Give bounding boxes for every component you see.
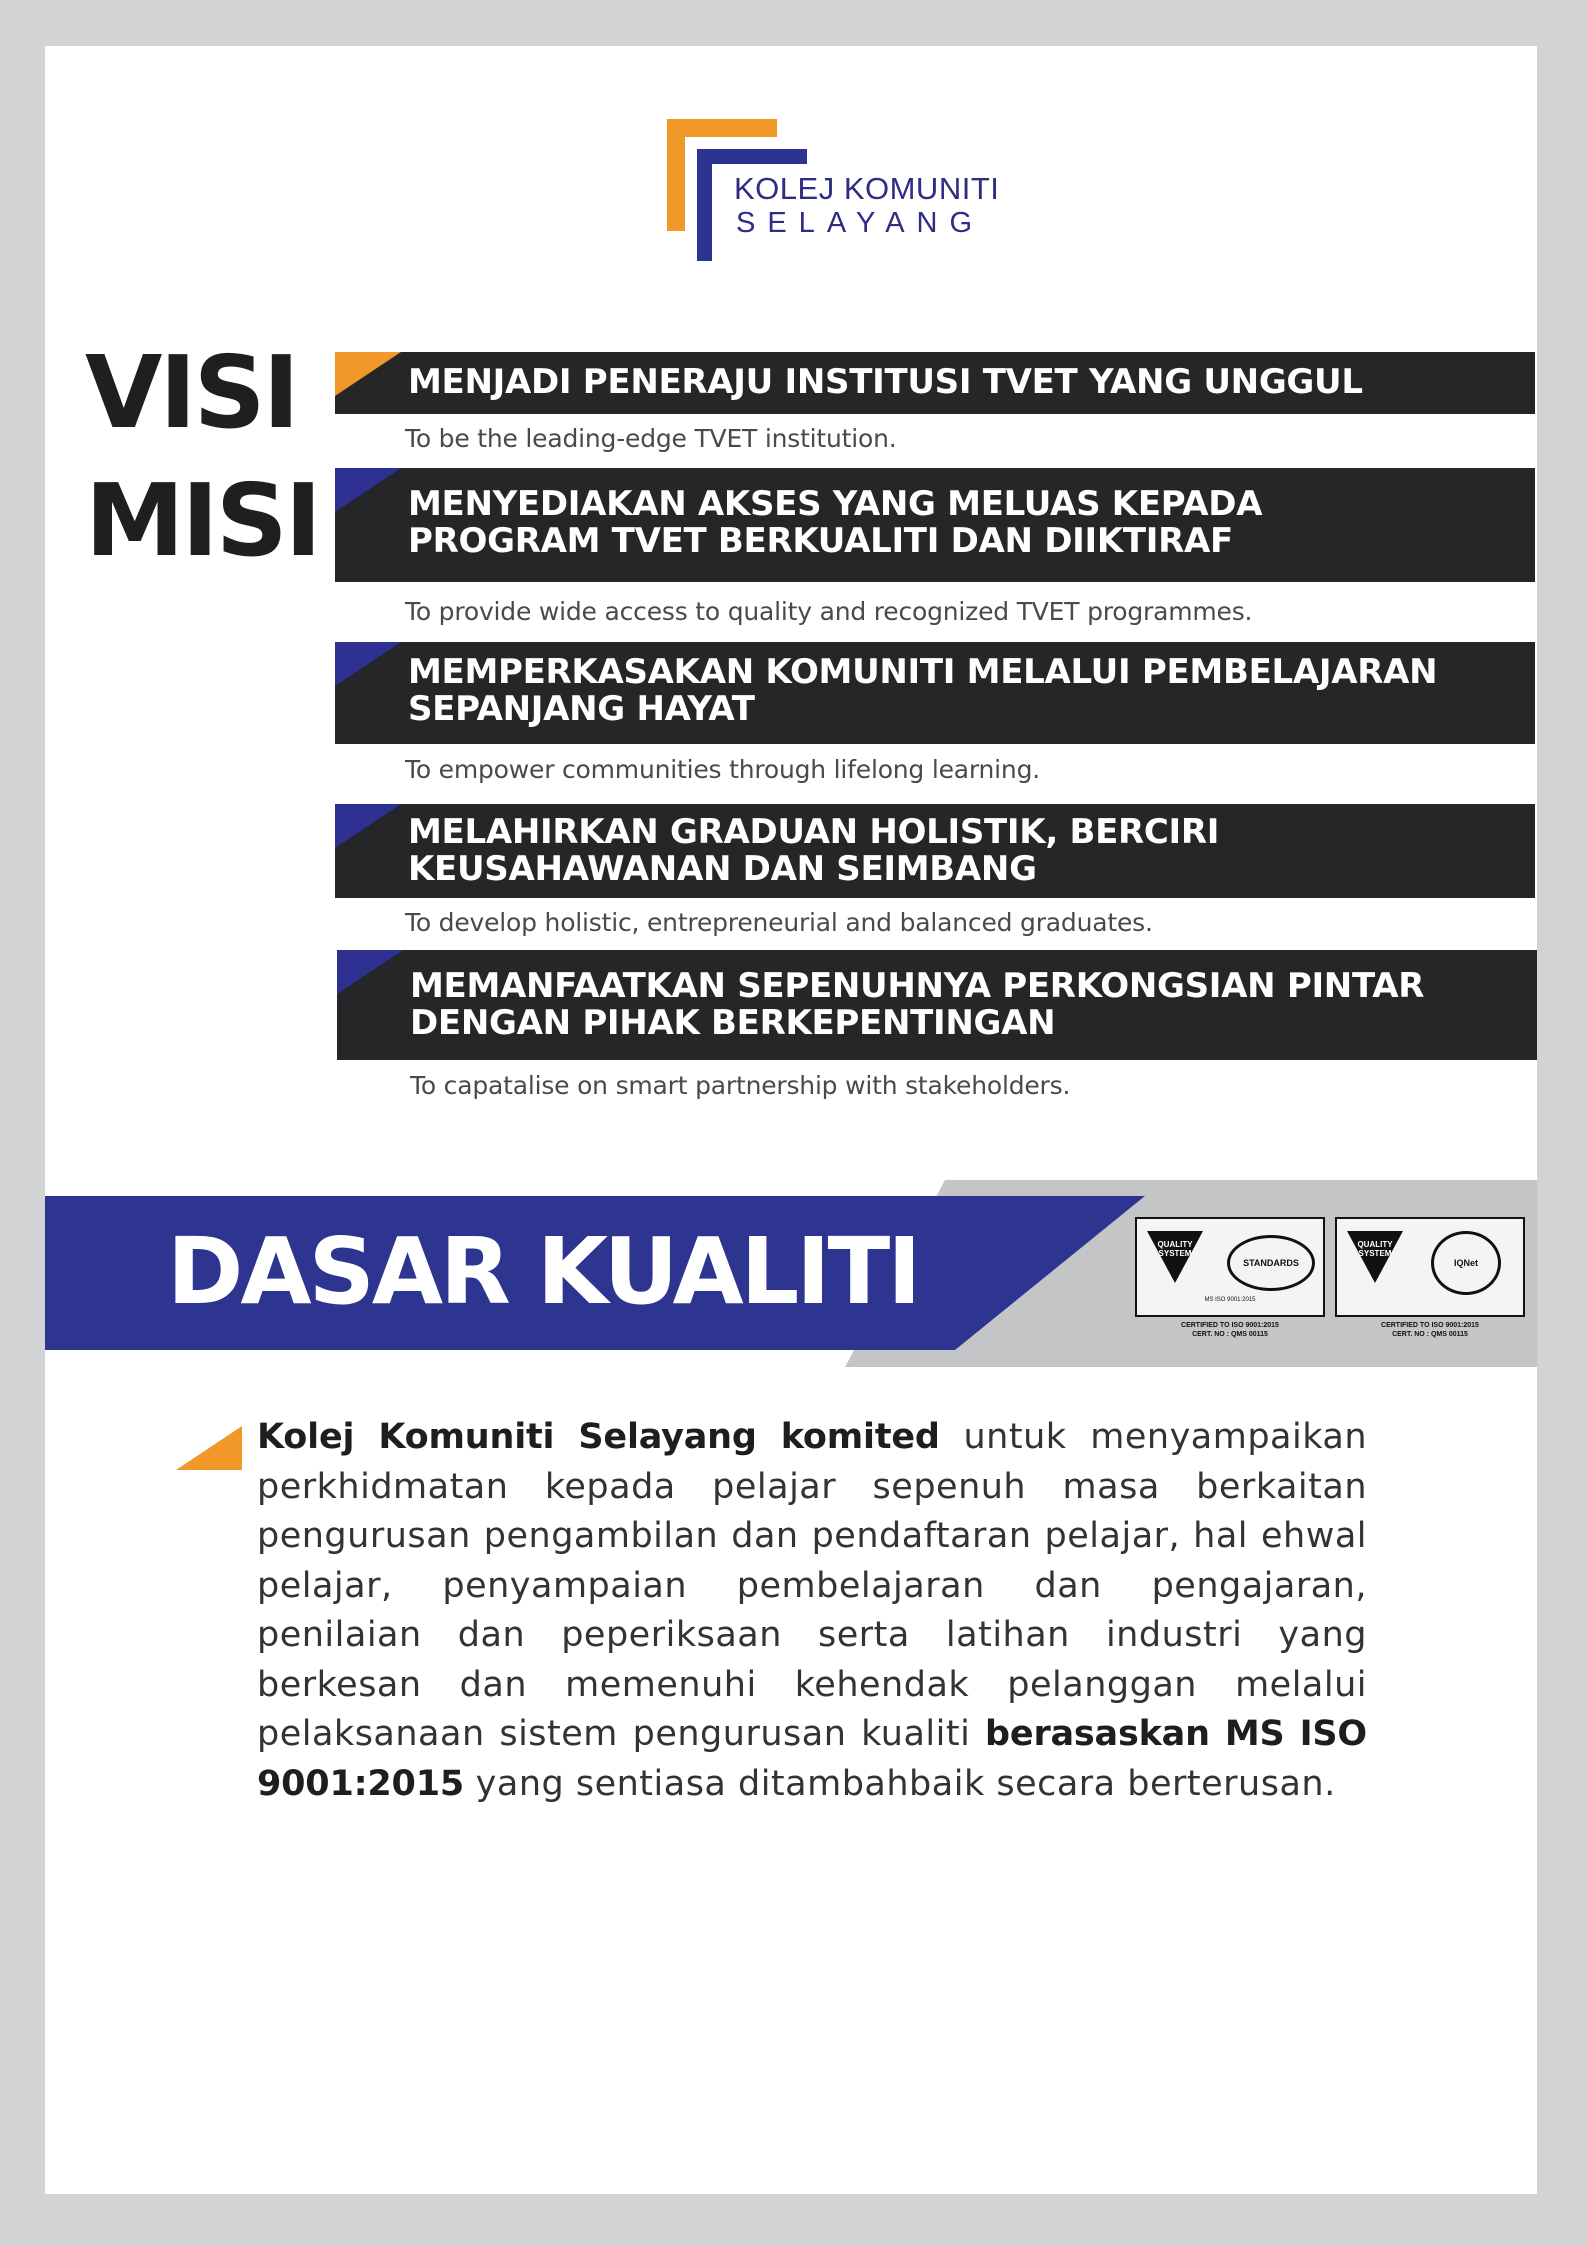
policy-text-end: yang sentiasa ditambahbaik secara berterusan. <box>464 1763 1336 1804</box>
certification-badge-iqnet <box>1335 1217 1525 1317</box>
visi-bar <box>335 352 1535 414</box>
misi-bar-1 <box>335 468 1535 582</box>
misi-bar-2 <box>335 642 1535 744</box>
standards-malaysia-logo: STANDARDS <box>1227 1235 1315 1291</box>
policy-bold-start: Kolej Komuniti Selayang komited <box>257 1417 940 1457</box>
visi-heading: VISI <box>85 334 297 451</box>
misi-subtitle-2: To empower communities through lifelong learning. <box>405 755 1040 784</box>
misi-title-3: MELAHIRKAN GRADUAN HOLISTIK, BERCIRI KEUSAHAWANAN DAN SEIMBANG <box>408 812 1220 889</box>
cert-footer-1: CERTIFIED TO ISO 9001:2015 CERT. NO : QMS 00115 <box>1181 1322 1279 1338</box>
misi-subtitle-3: To develop holistic, entrepreneurial and balanced graduates. <box>405 908 1153 937</box>
blue-triangle-icon <box>335 468 401 512</box>
policy-text-middle: untuk menyampaikan perkhidmatan kepada pelajar sepenuh masa berkaitan pengurusan pengambilan dan pendaftaran pelajar, hal ehwal pelajar, penyampaian pembelajaran dan pengajaran, penilaian dan peperiksaan serta latihan industri yang berkesan dan memenuhi kehendak pelanggan melalui pelaksanaan sistem pengurusan kualiti <box>257 1417 1368 1754</box>
quality-policy-paragraph <box>257 1413 1367 1809</box>
document-page <box>45 46 1537 2194</box>
certification-badge-sirim <box>1135 1217 1325 1317</box>
policy-bold-standard: berasaskan MS ISO 9001:2015 <box>257 1714 1367 1804</box>
logo-text-line2: SELAYANG <box>736 207 985 239</box>
quality-system-label: QUALITY SYSTEM <box>1157 1240 1193 1258</box>
misi-subtitle-4: To capatalise on smart partnership with stakeholders. <box>410 1071 1071 1100</box>
misi-title-4: MEMANFAATKAN SEPENUHNYA PERKONGSIAN PINTAR DENGAN PIHAK BERKEPENTINGAN <box>410 966 1425 1043</box>
cert-caption: MS ISO 9001:2015 <box>1204 1297 1256 1303</box>
blue-triangle-icon <box>337 950 403 994</box>
college-logo <box>667 119 1067 259</box>
dasar-kualiti-title: DASAR KUALITI <box>167 1218 919 1325</box>
blue-triangle-icon <box>335 804 401 848</box>
misi-title-2: MEMPERKASAKAN KOMUNITI MELALUI PEMBELAJARAN SEPANJANG HAYAT <box>408 652 1438 729</box>
blue-triangle-icon <box>335 642 401 686</box>
visi-subtitle: To be the leading-edge TVET institution. <box>405 424 897 453</box>
orange-triangle-icon <box>176 1426 242 1470</box>
misi-bar-3 <box>335 804 1535 898</box>
cert-footer-2: CERTIFIED TO ISO 9001:2015 CERT. NO : QMS 00115 <box>1381 1322 1479 1338</box>
misi-bar-4 <box>337 950 1537 1060</box>
iqnet-logo: IQNet <box>1431 1231 1501 1295</box>
orange-triangle-icon <box>335 352 401 396</box>
misi-heading: MISI <box>85 462 319 579</box>
misi-subtitle-1: To provide wide access to quality and recognized TVET programmes. <box>405 597 1253 626</box>
logo-text-line1: KOLEJ KOMUNITI <box>734 171 1000 206</box>
misi-title-1: MENYEDIAKAN AKSES YANG MELUAS KEPADA PROGRAM TVET BERKUALITI DAN DIIKTIRAF <box>408 484 1263 561</box>
quality-system-label: QUALITY SYSTEM <box>1357 1240 1393 1258</box>
visi-title: MENJADI PENERAJU INSTITUSI TVET YANG UNGGUL <box>408 362 1363 402</box>
